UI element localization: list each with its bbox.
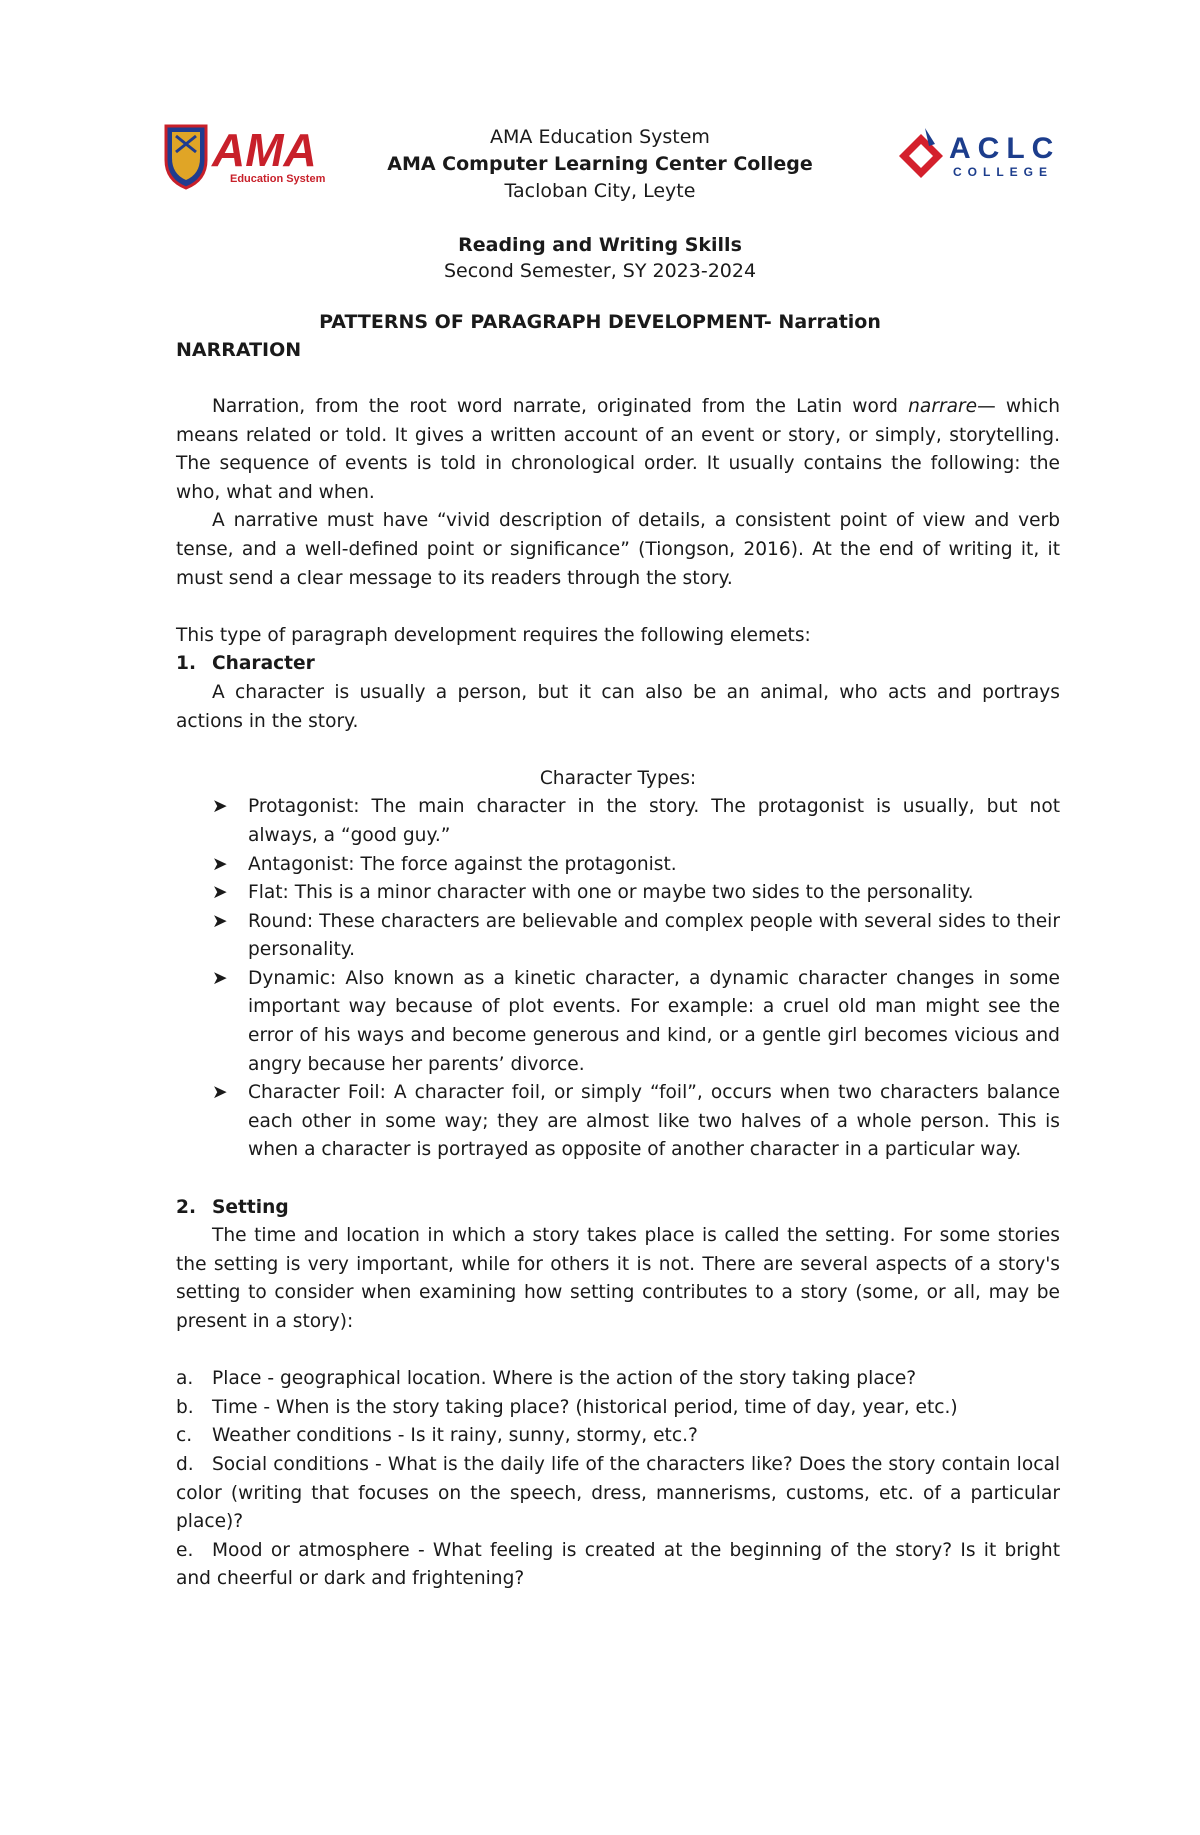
setting-description: The time and location in which a story takes place is called the setting. For some stories the setting is very important, while for others it is not. There are several aspects of a story's setting to consider when examining how setting contributes to a story (some, or all, may be present in a story): (176, 1225, 1060, 1332)
list-item: ➤ Character Foil: A character foil, or simply “foil”, occurs when two characters balance each other in some way; they are almost like two halves of a whole person. This is when a character is portrayed as opposite of another character in a particular way. (176, 1079, 1060, 1165)
list-item: ➤ Round: These characters are believable and complex people with several sides to their personality. (176, 908, 1060, 965)
subject-title: Reading and Writing Skills (458, 234, 742, 256)
intro-paragraph-2: A narrative must have “vivid description of details, a consistent point of view and verb tense, and a well-defined point or significance” (Tiongson, 2016). At the end of writing it, it must send a clear message to its readers through the story. (176, 510, 1060, 589)
character-types-list (176, 793, 1060, 1165)
arrow-bullet-icon: ➤ (212, 796, 228, 818)
arrow-bullet-icon: ➤ (212, 882, 228, 904)
arrow-bullet-icon: ➤ (212, 967, 228, 989)
list-item: ➤ Protagonist: The main character in the story. The protagonist is usually, but not always, a “good guy.” (176, 793, 1060, 850)
list-item: d. Social conditions - What is the daily life of the characters like? Does the story contain local color (writing that focuses on the speech, dress, mannerisms, customs, etc. of a particular place)? (176, 1453, 1060, 1533)
header-location: Tacloban City, Leyte (504, 180, 696, 202)
list-item: ➤ Dynamic: Also known as a kinetic character, a dynamic character changes in some important way because of plot events. For example: a cruel old man might see the error of his ways and become generous and kind, or a gentle girl becomes vicious and angry because her parents’ divorce. (176, 965, 1060, 1079)
section-heading: NARRATION (176, 339, 302, 361)
semester-label: Second Semester, SY 2023-2024 (443, 260, 757, 282)
header-college: AMA Computer Learning Center College (387, 153, 813, 175)
setting-heading: 2. Setting (176, 1196, 289, 1218)
elements-lead: This type of paragraph development requires the following elemets: (176, 624, 811, 646)
arrow-bullet-icon: ➤ (212, 853, 228, 875)
header-system: AMA Education System (490, 126, 710, 148)
list-item: a. Place - geographical location. Where is the action of the story taking place? (176, 1368, 917, 1390)
ama-logo-text: AMA (212, 124, 317, 176)
list-item: e. Mood or atmosphere - What feeling is created at the beginning of the story? Is it bright and cheerful or dark and frightening? (176, 1539, 1060, 1590)
list-item: b. Time - When is the story taking place? (historical period, time of day, year, etc.) (176, 1396, 958, 1418)
arrow-bullet-icon: ➤ (212, 910, 228, 932)
aclc-logo-text: ACLC (949, 132, 1061, 165)
setting-aspects-list (176, 1365, 1060, 1594)
aclc-logo-subtext: COLLEGE (953, 165, 1054, 179)
page-title: PATTERNS OF PARAGRAPH DEVELOPMENT- Narration (319, 311, 881, 333)
intro-paragraph-1: Narration, from the root word narrate, originated from the Latin word narrare— which means related or told. It gives a written account of an event or story, or simply, storytelling. The sequence of events is told in chronological order. It usually contains the following: the who, what and when. (176, 396, 1061, 503)
body-text (176, 393, 1060, 1594)
character-heading: 1. Character (176, 653, 315, 675)
character-description: A character is usually a person, but it can also be an animal, who acts and portrays actions in the story. (176, 681, 1060, 732)
ama-logo-subtext: Education System (230, 173, 326, 185)
list-item: c. Weather conditions - Is it rainy, sunny, stormy, etc.? (176, 1425, 698, 1447)
arrow-bullet-icon: ➤ (212, 1082, 228, 1104)
list-item: ➤ Flat: This is a minor character with one or maybe two sides to the personality. (176, 879, 1060, 908)
list-item: ➤ Antagonist: The force against the protagonist. (176, 851, 1060, 880)
character-types-title: Character Types: (539, 767, 697, 789)
